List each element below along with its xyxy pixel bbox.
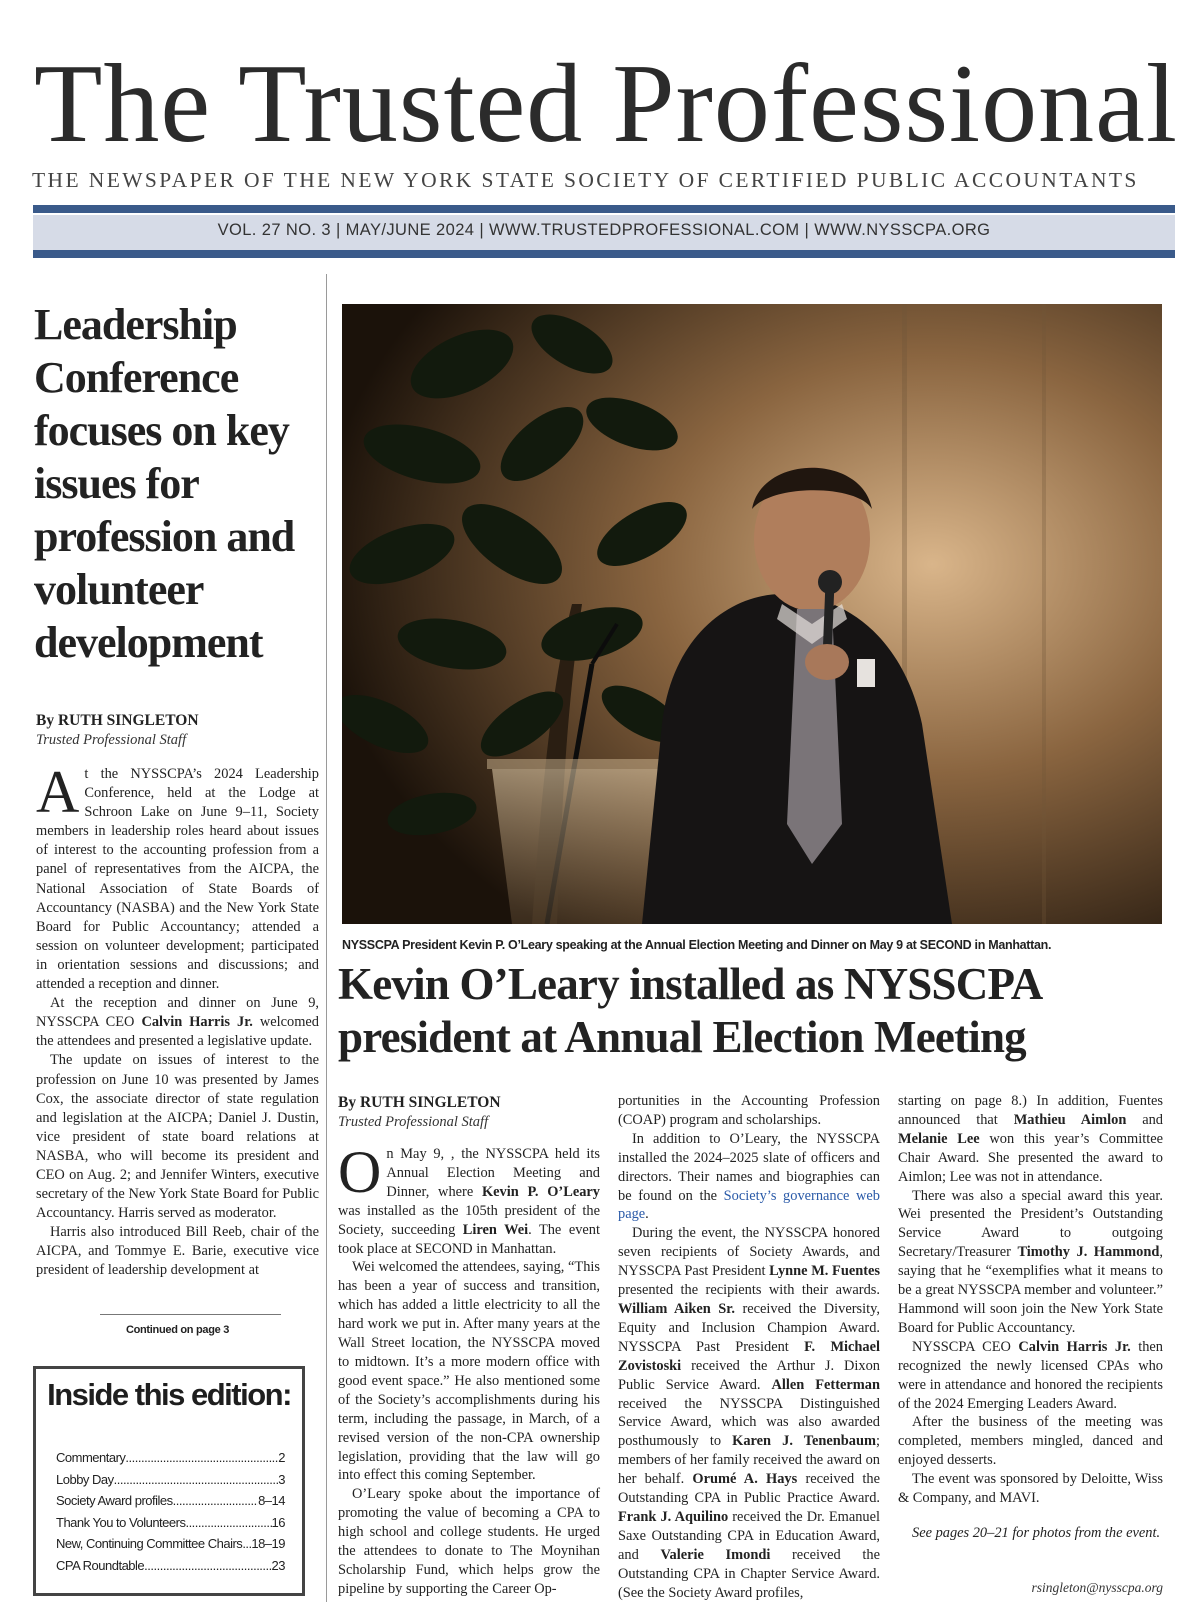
toc-item-lobby-day[interactable] (56, 1469, 285, 1491)
c3-p3-c: then recognized the newly licensed CPAs who were in attendance and honored the recipients of the 2024 Emerging Leaders Award. (898, 1338, 1163, 1412)
c1-p1-name-oleary: Kevin P. O’Leary (481, 1183, 600, 1200)
c3-p2-c: , saying that he “exemplifies what it means to be a great NYSSCPA member and volunteer.” Hammond will soon join the New York State Board for Public Accountancy. (898, 1244, 1163, 1336)
c2-p3-k: ; members of her family received the award on her behalf. (618, 1433, 880, 1488)
c3-p1-e: won this year’s Committee Chair Award. She presented the award to Aimlon; Lee was not in attendance. (898, 1130, 1163, 1185)
main-paragraph-1 (338, 1139, 600, 1258)
main-column-3 (898, 1092, 1163, 1543)
c3-p3-a: NYSSCPA CEO (912, 1338, 1019, 1355)
c3-p1-c: and (1126, 1111, 1163, 1128)
author-email[interactable]: rsingleton@nysscpa.org (1031, 1580, 1163, 1595)
event-photo (342, 304, 1162, 924)
name-aquilino: Frank J. Aquilino (618, 1508, 729, 1525)
c3-paragraph-2 (898, 1187, 1163, 1338)
continued-link[interactable]: Continued on page 3 (125, 1324, 230, 1336)
c3-paragraph-5: The event was sponsored by Deloitte, Wiss & Company, and MAVI. (898, 1471, 1163, 1507)
c2-p3-c: presented the recipients with their awards. (618, 1282, 880, 1299)
c2-p3-e: received the Diversity, Equity and Inclusion Champion Award. NYSSCPA Past President (618, 1300, 880, 1355)
c2-paragraph-2 (618, 1130, 880, 1225)
inside-title: Inside this edition: (47, 1377, 291, 1412)
toc-leader (173, 1490, 258, 1512)
toc-label: Lobby Day (56, 1471, 114, 1487)
c3-see-pages: See pages 20–21 for photos from the event. (912, 1524, 1161, 1541)
c2-p3-q: received the Outstanding CPA in Chapter Service Award. (See the Society Award profiles, (618, 1546, 880, 1601)
toc-page: 8–14 (258, 1493, 285, 1508)
c3-paragraph-1 (898, 1092, 1163, 1187)
left-paragraph-3: The update on issues of interest to the profession on June 10 was presented by James Cox, the associate director of state regulation and legislation at the AICPA; Daniel J. Dustin, vice president of state board relations at NASBA, who will become its president and CEO on Aug. 2; and Jennifer Winters, executive secretary of the New York State Board for Public Accountancy. Harris served as moderator. (36, 1052, 319, 1222)
left-headline: Leadership Conference focuses on key issues for profession and volunteer development (34, 300, 295, 667)
governance-page-link[interactable]: Society’s governance web page (618, 1187, 880, 1223)
toc-label: Society Award profiles (56, 1493, 173, 1508)
c2-paragraph-3 (618, 1224, 880, 1602)
main-column-2 (618, 1092, 880, 1602)
main-dropcap: O (338, 1139, 382, 1205)
c3-p1-a: starting on page 8.) In addition, Fuentes announced that (898, 1093, 1163, 1128)
toc-item-commentary[interactable] (56, 1447, 285, 1469)
main-staff: Trusted Professional Staff (338, 1114, 489, 1130)
left-byline-block (36, 711, 326, 749)
name-fuentes: Lynne M. Fuentes (769, 1263, 881, 1280)
name-aimlon: Mathieu Aimlon (1013, 1111, 1127, 1128)
column-divider (326, 274, 327, 1602)
toc-page: 23 (271, 1557, 285, 1573)
inside-edition-box (33, 1366, 305, 1596)
c2-p2-b: . (645, 1206, 649, 1223)
c1-p1-c: was installed as the 105th president of the Society, succeeding (338, 1202, 600, 1238)
c2-p2-a: In addition to O’Leary, the NYSSCPA installed the 2024–2025 slate of officers and directors. Their names and biographies can be found on the (618, 1130, 880, 1204)
toc-leader (242, 1533, 251, 1555)
name-hammond: Timothy J. Hammond (1017, 1244, 1160, 1261)
name-tenenbaum: Karen J. Tenenbaum (732, 1433, 876, 1450)
name-imondi: Valerie Imondi (660, 1546, 771, 1563)
toc-leader (125, 1447, 278, 1469)
c1-p1-name-wei: Liren Wei (462, 1221, 529, 1238)
masthead-title: The Trusted Professional (34, 42, 1178, 166)
toc-page: 2 (278, 1450, 285, 1465)
c3-paragraph-3 (898, 1338, 1163, 1414)
main-byline: By RUTH SINGLETON (338, 1094, 501, 1111)
c1-p1-e: . The event took place at SECOND in Manhattan. (338, 1221, 600, 1257)
name-lee: Melanie Lee (898, 1130, 980, 1147)
toc-page: 3 (278, 1471, 285, 1487)
c2-p3-o: received the Dr. Emanuel Saxe Outstanding CPA in Education Award, and (618, 1508, 880, 1563)
toc-item-award-profiles[interactable] (56, 1490, 285, 1512)
toc-leader (114, 1469, 279, 1491)
left-paragraph-1 (36, 759, 319, 994)
c2-p3-i: received the NYSSCPA Distinguished Service Award, which was also awarded posthumously to (618, 1395, 880, 1450)
inside-list (56, 1447, 285, 1576)
toc-page: 18–19 (251, 1536, 285, 1551)
main-paragraph-3: O’Leary spoke about the importance of promoting the value of becoming a CPA to high school and college students. He urged the attendees to donate to The Moynihan Scholarship Fund, which helps grow the pipeline by supporting the Career Op- (338, 1486, 600, 1597)
left-p2-name: Calvin Harris Jr. (141, 1014, 253, 1031)
main-column-1 (338, 1139, 600, 1599)
left-paragraph-2 (36, 994, 319, 1051)
main-paragraph-2: Wei welcomed the attendees, saying, “This has been a year of success and transition, which has added a little electricity to all the hard work we put in. After many years at the Wall Street location, the NYSSCPA moved to midtown. It’s a more modern office with good event space.” He also mentioned some of the Society’s accomplishments during his term, including the passage, in March, of a revised version of the non-CPA ownership legislation, providing that the law will go into effect this coming September. (338, 1259, 600, 1484)
main-headline: Kevin O’Leary installed as NYSSCPA president at Annual Election Meeting (338, 959, 1041, 1062)
left-dropcap: A (36, 759, 80, 825)
c3-p2-a: There was also a special award this year. Wei presented the President’s Outstanding Service Award to outgoing Secretary/Treasurer (898, 1187, 1163, 1261)
toc-label: Thank You to Volunteers (56, 1514, 186, 1530)
left-p2-a: At the reception and dinner on June 9, NYSSCPA CEO (36, 995, 319, 1031)
name-zovistoski: F. Michael Zovistoski (618, 1338, 881, 1374)
left-article-body (36, 759, 319, 1281)
left-staff: Trusted Professional Staff (36, 732, 187, 748)
name-harris: Calvin Harris Jr. (1018, 1338, 1131, 1355)
c1-p1-a: n May 9, , the NYSSCPA held its Annual Election Meeting and Dinner, where (386, 1146, 600, 1200)
continued-rule (100, 1314, 281, 1315)
c2-paragraph-1: portunities in the Accounting Profession (COAP) program and scholarships. (618, 1093, 880, 1128)
name-fetterman: Allen Fetterman (771, 1376, 880, 1393)
c2-p3-a: During the event, the NYSSCPA honored seven recipients of Society Awards, and NYSSCPA Past President (618, 1225, 880, 1280)
event-photo-illustration (342, 304, 1162, 924)
c2-p3-g: received the Arthur J. Dixon Public Service Award. (618, 1357, 880, 1393)
band-top-stripe (33, 205, 1175, 213)
issue-line: VOL. 27 NO. 3 | MAY/JUNE 2024 | WWW.TRUSTEDPROFESSIONAL.COM | WWW.NYSSCPA.ORG (217, 221, 991, 239)
left-p1-text: t the NYSSCPA’s 2024 Leadership Conference, held at the Lodge at Schroon Lake on June 9–11, Society members in leadership roles heard about issues of interest to the accounting profession from a panel of representatives from the AICPA, the National Association of State Boards of Accountancy (NASBA) and the New York State Board for Public Accountancy; attended a session on volunteer development; participated in orientation sessions and discussions; and attended a reception and dinner. (36, 766, 319, 993)
masthead-subtitle: THE NEWSPAPER OF THE NEW YORK STATE SOCIETY OF CERTIFIED PUBLIC ACCOUNTANTS (32, 168, 1139, 192)
toc-page: 16 (271, 1514, 285, 1530)
band-bottom-stripe (33, 250, 1175, 258)
photo-caption: NYSSCPA President Kevin P. O’Leary speaking at the Annual Election Meeting and Dinner on May 9 at SECOND in Manhattan. (342, 938, 1052, 952)
name-aiken: William Aiken Sr. (618, 1300, 735, 1317)
toc-label: Commentary (56, 1450, 126, 1465)
name-hays: Orumé A. Hays (692, 1471, 798, 1488)
toc-leader (185, 1512, 271, 1534)
toc-item-volunteers[interactable] (56, 1512, 285, 1534)
left-byline: By RUTH SINGLETON (36, 712, 199, 729)
main-byline-block (338, 1093, 588, 1131)
toc-label: CPA Roundtable (56, 1557, 145, 1573)
c3-paragraph-4: After the business of the meeting was completed, members mingled, danced and enjoyed desserts. (898, 1414, 1163, 1469)
left-paragraph-4: Harris also introduced Bill Reeb, chair of the AICPA, and Tommye E. Barie, executive vice president of leadership development at (36, 1224, 319, 1279)
c2-p3-m: received the Outstanding CPA in Public Practice Award. (618, 1471, 880, 1507)
toc-leader (144, 1555, 271, 1577)
toc-item-cpa-roundtable[interactable] (56, 1555, 285, 1577)
toc-label: New, Continuing Committee Chairs (56, 1536, 243, 1551)
left-p2-c: welcomed the attendees and presented a legislative update. (36, 1014, 319, 1050)
toc-item-committee-chairs[interactable] (56, 1533, 285, 1555)
